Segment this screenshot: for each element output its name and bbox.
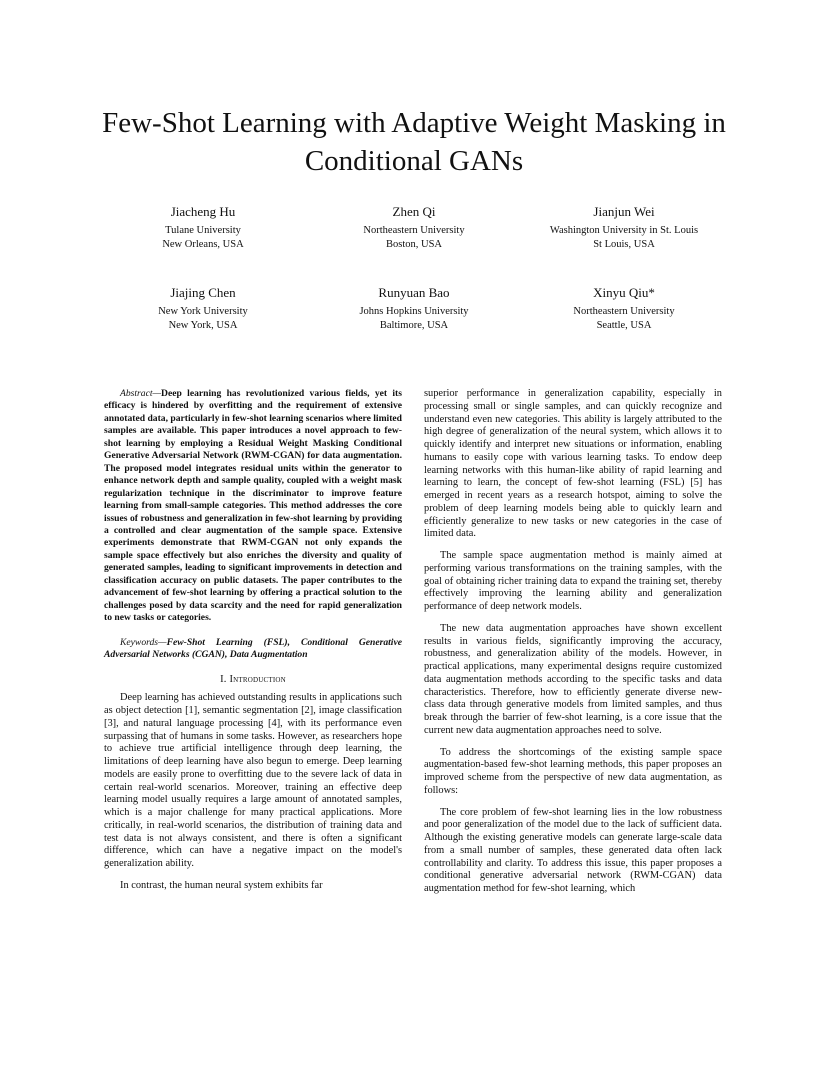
body-paragraph: In contrast, the human neural system exhibits far — [120, 879, 323, 891]
body-paragraph: The sample space augmentation method is mainly aimed at performing various transformations on the training samples, with the goal of obtaining richer training data to expand the training set, thereby effectively improving the learning ability and generalization performance of deep network models. — [424, 550, 722, 612]
body-paragraph: To address the shortcomings of the existing sample space augmentation-based few-shot learning methods, this paper proposes an improved scheme from the perspective of new data augmentation, as follows: — [424, 746, 722, 796]
right-column — [424, 388, 722, 905]
body-paragraph: The new data augmentation approaches have shown excellent results in various fields, significantly improving the accuracy, robustness, and generalization ability of the models. However, in practical applications, many experimental designs require customized data augmentation methods according to the specific tasks and data characteristics. Therefore, how to efficiently generate diverse new-class data through generative models from limited samples, and thus break through the barrier of few-shot learning, is a core issue that the current new data augmentation approaches need to solve. — [424, 622, 722, 736]
author-name: Jiacheng Hu — [170, 204, 236, 219]
author-institution: Northeastern University — [573, 306, 675, 317]
section-numeral: I. — [220, 673, 227, 685]
author-location: New Orleans, USA — [162, 239, 244, 250]
author-institution: Tulane University — [165, 225, 241, 236]
author-block — [309, 204, 519, 252]
body-paragraph: Deep learning has achieved outstanding results in applications such as object detection [1], semantic segmentation [2], image classification [3], and natural language processing [4], with its performance even surpassing that of humans in some tasks. However, as researchers hope to achieve true artificial intelligence through deep learning, the limitations of deep learning have also begun to emerge. Deep learning models are easily prone to overfitting due to the severe lack of data in certain real-world scenarios. Moreover, training an effective deep learning model usually requires a large amount of annotated samples, which is a major challenge for many practical applications. More critically, in real-world scenarios, the distribution of training data and test data is not always consistent, and there is often a significant difference, which can have a negative impact on the model's generalization ability. — [104, 692, 402, 870]
author-block — [98, 204, 308, 252]
section-title: Introduction — [229, 673, 286, 685]
author-location: Seattle, USA — [596, 320, 652, 331]
abstract — [104, 388, 402, 625]
body-paragraph: The core problem of few-shot learning lies in the low robustness and poor generalization of the model due to the lack of sufficient data. Although the existing generative models can generate large-scale data from a small number of samples, these generated data often lack controllability and clarity. To address this issue, this paper proposes a conditional generative adversarial network (RWM-CGAN) data augmentation method for few-shot learning, which — [424, 806, 722, 894]
author-location: New York, USA — [168, 320, 238, 331]
abstract-label: Abstract— — [120, 388, 162, 399]
keywords — [104, 637, 402, 662]
author-name: Jianjun Wei — [593, 204, 655, 219]
author-block — [309, 285, 519, 333]
author-name: Zhen Qi — [392, 204, 436, 219]
author-location: St Louis, USA — [593, 239, 655, 250]
abstract-text: Deep learning has revolutionized various fields, yet its efficacy is hindered by overfitting and the requirement of extensive annotated data, particularly in few-shot learning scenarios where limited samples are available. This paper introduces a novel approach to few-shot learning by employing a Residual Weight Masking Conditional Generative Adversarial Network (RWM-CGAN) for data augmentation. The proposed model integrates residual units within the generator to enhance network depth and sample quality, coupled with a weight mask regularization technique in the discriminator to improve feature learning from small-sample categories. This method addresses the core issues of robustness and generalization in few-shot learning by providing a controlled and clear augmentation of the sample space. Extensive experiments demonstrate that RWM-CGAN not only expands the sample space effectively but also enriches the diversity and quality of generated samples, leading to significant improvements in detection and classification accuracy on public datasets. The paper contributes to the advancement of few-shot learning by offering a practical solution to the challenges posed by data scarcity and the need for rapid generalization to new tasks or categories. — [104, 388, 403, 624]
author-location: Baltimore, USA — [379, 320, 449, 331]
author-name: Jiajing Chen — [170, 285, 236, 300]
body-paragraph: superior performance in generalization capability, especially in processing small or single samples, and can quickly recognize and understand even new categories. This ability is largely attributed to the high degree of generalization of the neural system, which allows it to quickly identify and interpret new situations or information, enabling humans to easily cope with various learning tasks. To endow deep learning networks with this human-like ability of rapid learning and learning to learn, the concept of few-shot learning (FSL) [5] has emerged in recent years as a research hotspot, aiming to solve the problem of deep learning models being able to quickly learn and efficiently generalize to new tasks or new categories in the case of limited data. — [424, 388, 722, 540]
author-institution: Northeastern University — [363, 225, 465, 236]
author-location: Boston, USA — [385, 239, 442, 250]
author-block — [519, 285, 729, 333]
author-block — [519, 204, 729, 252]
author-name: Xinyu Qiu* — [593, 285, 655, 300]
left-column — [104, 388, 402, 902]
paper-title: Few-Shot Learning with Adaptive Weight Masking in Conditional GANs — [102, 107, 726, 177]
section-heading — [104, 674, 402, 687]
keywords-label: Keywords— — [120, 636, 167, 648]
author-block — [98, 285, 308, 333]
author-institution: Johns Hopkins University — [359, 306, 469, 317]
author-institution: New York University — [158, 306, 248, 317]
author-institution: Washington University in St. Louis — [549, 225, 699, 236]
author-name: Runyuan Bao — [378, 285, 450, 300]
keywords-text: Few-Shot Learning (FSL), Conditional Generative Adversarial Networks (CGAN), Data Augmentation — [104, 636, 402, 661]
